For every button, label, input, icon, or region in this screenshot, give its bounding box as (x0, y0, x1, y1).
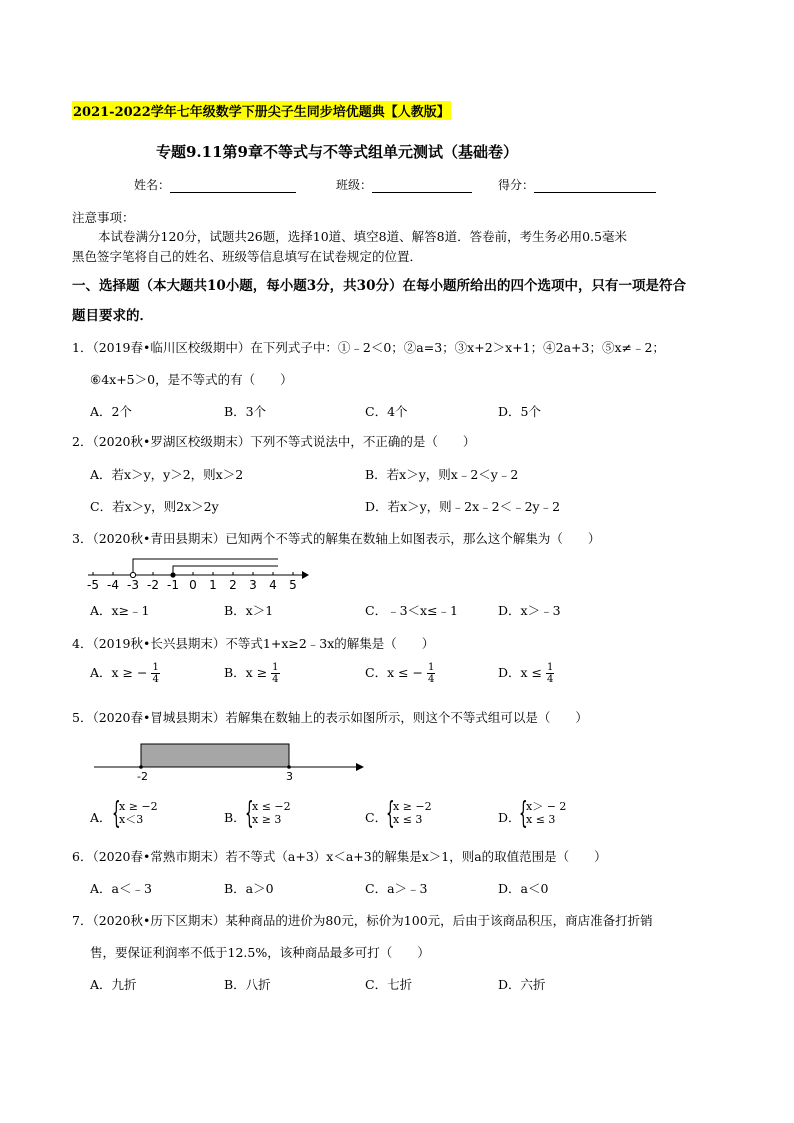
q4-option-b[interactable]: B．x ≥ $\frac{1}{4}$ (224, 662, 279, 685)
series-banner: 2021-2022学年七年级数学下册尖子生同步培优题典【人教版】 (72, 101, 451, 120)
q4-b-fraction: $\frac{1}{4}$ (272, 662, 279, 685)
q3-tick-label: 5 (289, 578, 297, 592)
q3-number-line (84, 551, 314, 595)
q6-option-d[interactable]: D．a＜0 (498, 881, 549, 896)
notes-heading: 注意事项： (72, 210, 135, 225)
class-label: 班级： (336, 178, 373, 192)
name-blank[interactable] (170, 179, 296, 193)
q4-option-a[interactable]: A．x ≥ − $\frac{1}{4}$ (90, 662, 159, 685)
q5-solution-region (141, 744, 289, 767)
name-field[interactable] (134, 176, 296, 193)
q2-option-d[interactable]: D．若x＞y，则﹣2x﹣2＜﹣2y﹣2 (365, 499, 561, 514)
section-heading-line-2: 题目要求的． (72, 308, 153, 324)
q3-ray-lower (173, 566, 278, 575)
q6-option-b[interactable]: B．a＞0 (224, 881, 274, 896)
q3-option-c[interactable]: C．﹣3＜x≤﹣1 (365, 603, 458, 618)
q1-option-c[interactable]: C．4个 (365, 404, 408, 419)
q3-tick-label: 2 (229, 578, 237, 592)
q5-a-brace: { (112, 796, 121, 831)
q1-option-b[interactable]: B．3个 (224, 404, 267, 419)
q4-option-c[interactable]: C．x ≤ − $\frac{1}{4}$ (365, 662, 435, 685)
q3-tick-label: -2 (147, 578, 159, 592)
score-blank[interactable] (534, 179, 656, 193)
q2-option-c[interactable]: C．若x＞y，则2x＞2y (90, 499, 219, 514)
question-6-stem: 6．（2020春•常熟市期末）若不等式（a+3）x＜a+3的解集是x＞1，则a的取值范围是（ ） (72, 849, 607, 864)
class-blank[interactable] (372, 179, 472, 193)
q7-option-a[interactable]: A．九折 (90, 977, 137, 992)
q3-option-d[interactable]: D．x＞﹣3 (498, 603, 561, 618)
q4-a-fraction: $\frac{1}{4}$ (152, 662, 159, 685)
page-title: 专题9.11第9章不等式与不等式组单元测试（基础卷） (156, 143, 518, 161)
question-1-stem: 1．（2019春•临川区校级期中）在下列式子中：①﹣2＜0；②a=3；③x+2＞x+1；④2a+3；⑤x≠﹣2； (72, 340, 665, 355)
name-label: 姓名： (134, 178, 171, 192)
notes-line-1: 本试卷满分120分，试题共26题，选择10道、填空8道、解答8道．答卷前，考生务必用0.5毫米 (98, 229, 627, 244)
q3-closed-point (170, 572, 175, 577)
q5-option-b[interactable]: B． (224, 810, 246, 825)
q1-option-a[interactable]: A．2个 (90, 404, 132, 419)
q5-a-system: x ≥ −2 x＜3 (119, 800, 158, 826)
q3-open-point (130, 572, 135, 577)
question-2-stem: 2．（2020秋•罗湖区校级期末）下列不等式说法中，不正确的是（ ） (72, 434, 476, 449)
q5-d-system: x＞ − 2 x ≤ 3 (526, 800, 567, 826)
q5-number-line (90, 740, 370, 784)
q5-option-a[interactable]: A． (90, 810, 112, 825)
q2-option-a[interactable]: A．若x＞y，y＞2，则x＞2 (90, 467, 244, 482)
q5-option-d[interactable]: D． (498, 810, 521, 825)
q3-tick-label: 1 (209, 578, 217, 592)
q3-ray-upper (133, 559, 278, 575)
q3-tick-label: 3 (249, 578, 257, 592)
question-5-stem: 5．（2020春•冒城县期末）若解集在数轴上的表示如图所示，则这个不等式组可以是（ ） (72, 710, 588, 725)
q4-c-fraction: $\frac{1}{4}$ (428, 662, 435, 685)
q3-tick-label: -3 (127, 578, 139, 592)
question-4-stem: 4．（2019秋•长兴县期末）不等式1+x≥2﹣3x的解集是（ ） (72, 636, 435, 651)
q5-b-brace: { (245, 796, 254, 831)
question-1-stem-cont: ⑥4x+5＞0，是不等式的有（ ） (90, 372, 293, 387)
score-label: 得分： (498, 178, 535, 192)
question-7-stem-cont: 售，要保证利润率不低于12.5%，该种商品最多可打（ ） (90, 945, 430, 960)
q5-option-c[interactable]: C． (365, 810, 388, 825)
score-field[interactable] (498, 176, 656, 193)
q5-b-system: x ≤ −2 x ≥ 3 (252, 800, 291, 826)
q3-option-b[interactable]: B．x＞1 (224, 603, 274, 618)
q3-tick-label: 4 (269, 578, 277, 592)
q4-d-fraction: $\frac{1}{4}$ (547, 662, 554, 685)
q4-option-d[interactable]: D．x ≤ $\frac{1}{4}$ (498, 662, 554, 685)
question-3-stem: 3．（2020秋•青田县期末）已知两个不等式的解集在数轴上如图表示，那么这个解集为（ ） (72, 531, 601, 546)
q1-option-d[interactable]: D．5个 (498, 404, 541, 419)
q3-tick-label: -1 (167, 578, 179, 592)
q5-point-right (287, 765, 291, 769)
q5-point-left (139, 765, 143, 769)
q7-option-c[interactable]: C．七折 (365, 977, 413, 992)
section-heading-line-1: 一、选择题（本大题共10小题，每小题3分，共30分）在每小题所给出的四个选项中，只有一项是符合 (72, 278, 686, 294)
q6-option-a[interactable]: A．a＜﹣3 (90, 881, 152, 896)
q7-option-b[interactable]: B．八折 (224, 977, 271, 992)
q2-option-b[interactable]: B．若x＞y，则x﹣2＜y﹣2 (365, 467, 519, 482)
q5-label-left: -2 (137, 770, 148, 783)
q7-option-d[interactable]: D．六折 (498, 977, 546, 992)
q5-d-brace: { (519, 796, 528, 831)
class-field[interactable] (336, 176, 472, 193)
notes-line-2: 黑色签字笔将自己的姓名、班级等信息填写在试卷规定的位置． (72, 249, 423, 264)
q5-c-system: x ≥ −2 x ≤ 3 (393, 800, 432, 826)
question-7-stem: 7．（2020秋•历下区期末）某种商品的进价为80元，标价为100元，后由于该商品积压，商店准备打折销 (72, 913, 653, 928)
q3-tick-label: -4 (107, 578, 119, 592)
q6-option-c[interactable]: C．a＞﹣3 (365, 881, 428, 896)
q3-axis-arrow (302, 571, 309, 579)
q5-axis-arrow (356, 763, 364, 771)
q3-tick-label: 0 (189, 578, 197, 592)
q3-option-a[interactable]: A．x≥﹣1 (90, 603, 150, 618)
q5-label-right: 3 (286, 770, 293, 783)
q3-tick-label: -5 (87, 578, 99, 592)
q5-c-brace: { (386, 796, 395, 831)
